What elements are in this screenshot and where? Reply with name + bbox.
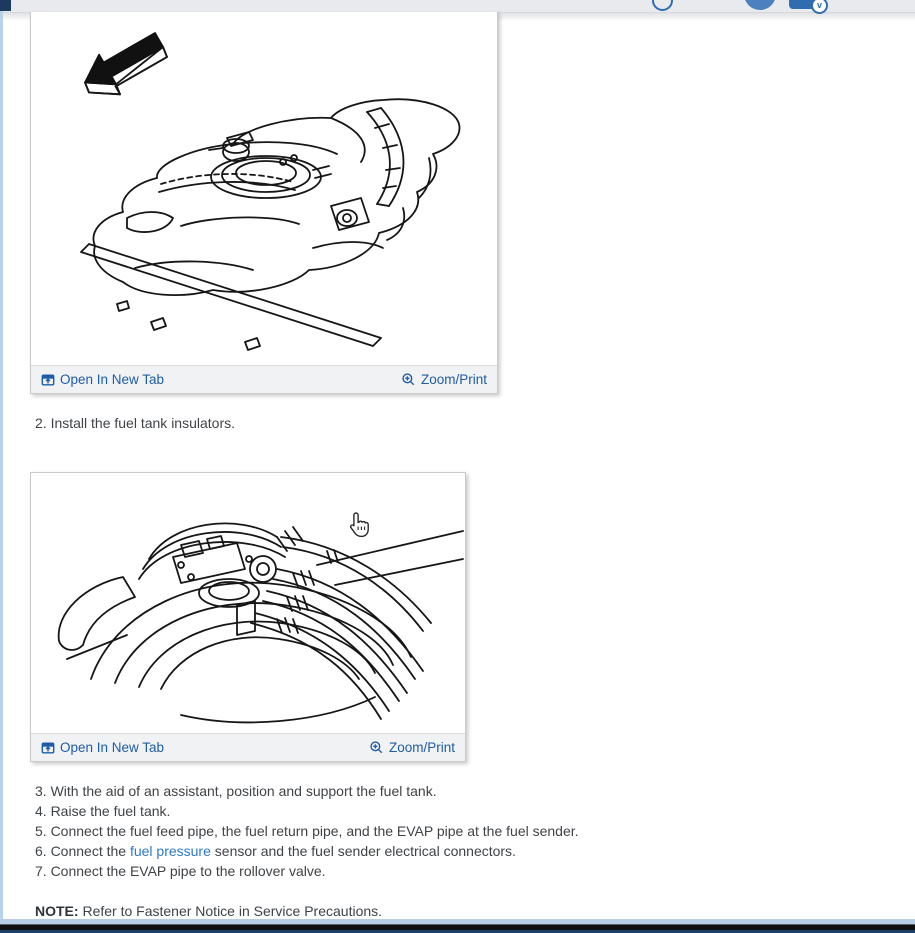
fuel-tank-illustration[interactable]: [31, 12, 497, 365]
zoom-print-label: Zoom/Print: [388, 740, 455, 755]
note-text: Refer to Fastener Notice in Service Precautions.: [78, 903, 383, 919]
chevron-down-icon[interactable]: v: [811, 0, 828, 14]
figure-toolbar: [31, 733, 465, 761]
instruction-step-7: 7. Connect the EVAP pipe to the rollover valve.: [35, 863, 326, 879]
magnifier-plus-icon: [369, 740, 384, 755]
user-avatar-icon[interactable]: [744, 0, 776, 10]
instruction-step-3: 3. With the aid of an assistant, position and support the fuel tank.: [35, 783, 437, 799]
note-label: NOTE:: [35, 903, 79, 919]
open-in-new-tab-link[interactable]: [41, 372, 164, 387]
instruction-step-2: 2. Install the fuel tank insulators.: [35, 415, 235, 431]
window-corner: [0, 0, 11, 11]
fuel-sender-illustration[interactable]: [31, 473, 465, 733]
magnifier-plus-icon: [401, 372, 416, 387]
instruction-step-4: 4. Raise the fuel tank.: [35, 803, 171, 819]
toolbar-icon-fragment[interactable]: [652, 0, 673, 11]
instruction-step-6: [35, 841, 516, 861]
note-line: [35, 903, 382, 919]
figure-toolbar: [31, 365, 497, 393]
open-in-new-tab-label: Open In New Tab: [60, 372, 165, 387]
zoom-print-label: Zoom/Print: [420, 372, 487, 387]
zoom-print-link[interactable]: [401, 372, 487, 387]
bottom-window-edge: [0, 919, 915, 933]
window-edge-strip: [0, 0, 3, 933]
open-in-new-tab-label: Open In New Tab: [60, 740, 165, 755]
zoom-print-link[interactable]: [369, 740, 455, 755]
open-in-new-tab-icon: [41, 741, 55, 755]
open-in-new-tab-icon: [41, 373, 55, 387]
step-6-text-post: sensor and the fuel sender electrical connectors.: [210, 843, 516, 859]
step-6-text-pre: 6. Connect the: [35, 843, 130, 859]
instruction-step-5: 5. Connect the fuel feed pipe, the fuel return pipe, and the EVAP pipe at the fuel sender.: [35, 823, 579, 839]
fuel-pressure-link[interactable]: fuel pressure: [129, 843, 211, 859]
open-in-new-tab-link[interactable]: [41, 740, 164, 755]
figure-fuel-sender: [30, 472, 466, 762]
figure-fuel-tank: [30, 12, 498, 394]
